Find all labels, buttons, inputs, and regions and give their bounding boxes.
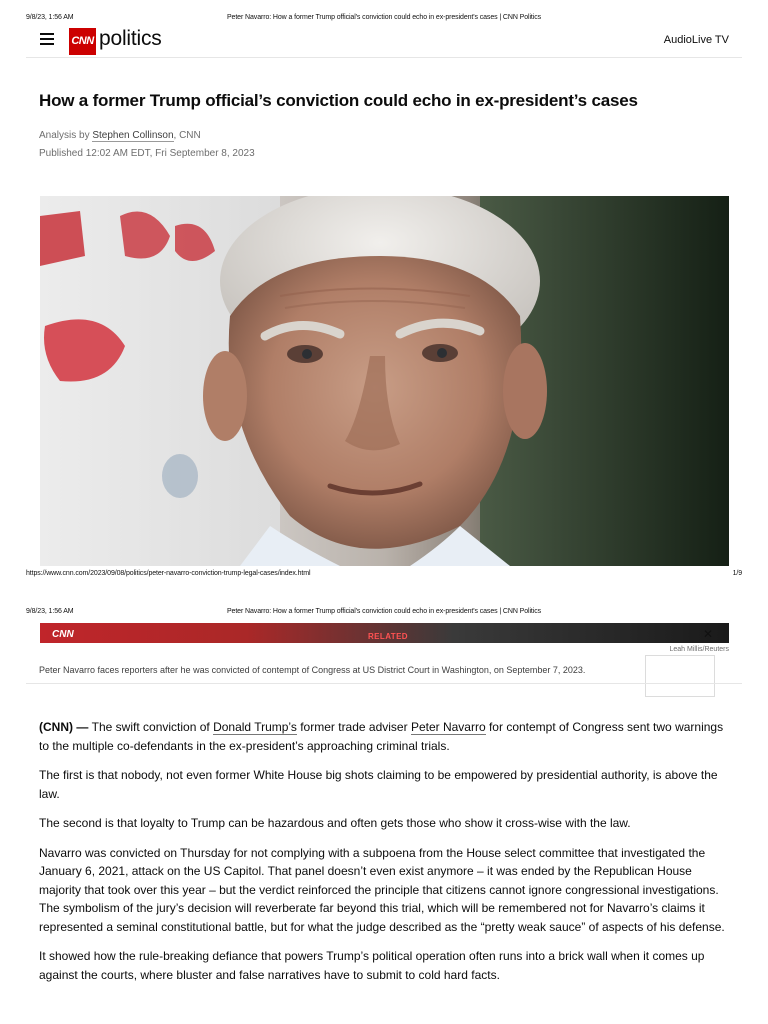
- byline: [39, 130, 201, 141]
- p1-text-c: for contempt of Congress sent two warnings to the multiple co-defendants in the ex-president’s approaching criminal trials.: [39, 720, 724, 753]
- audio-live-tv-links[interactable]: AudioLive TV: [663, 34, 729, 46]
- dateline: (CNN) —: [39, 720, 92, 734]
- article-body: [39, 718, 729, 995]
- published-timestamp: Published 12:02 AM EDT, Fri September 8, 2023: [39, 148, 255, 159]
- page-number: 1/9: [732, 570, 742, 577]
- caption-divider: [26, 683, 742, 684]
- print-title-2: Peter Navarro: How a former Trump official's conviction could echo in ex-president's cases | CNN Politics: [226, 608, 542, 615]
- page-url: https://www.cnn.com/2023/09/08/politics/peter-navarro-conviction-trump-legal-cases/index.html: [26, 570, 311, 577]
- paragraph-4: Navarro was convicted on Thursday for not complying with a subpoena from the House select committee that investigated the January 6, 2021, attack on the US Capitol. That panel doesn’t even exist anymore – it was ended by the Republican House majority that took over this year – but the verdict reinforced the principle that citizens cannot ignore congressional investigations. The symbolism of the jury’s decision will reverberate far beyond this trial, which will be remembered not for Navarro’s claims it represented a seminal constitutional battle, but for what the judge described as the “pretty weak sauce” of aspects of his defense.: [39, 845, 725, 934]
- print-date: 9/8/23, 1:56 AM: [26, 14, 74, 21]
- section-name[interactable]: politics: [99, 27, 162, 50]
- paragraph-5: It showed how the rule-breaking defiance that powers Trump’s political operation often runs into a brick wall when it comes up against the courts, where bluster and false narratives have to submit to cold hard facts.: [39, 949, 705, 982]
- close-icon[interactable]: ✕: [703, 627, 714, 641]
- image-caption: Peter Navarro faces reporters after he was convicted of contempt of Congress at US District Court in Washington, on September 7, 2023.: [39, 665, 586, 675]
- print-date-2: 9/8/23, 1:56 AM: [26, 608, 74, 615]
- donald-trump-link[interactable]: Donald Trump’s: [213, 720, 297, 734]
- p1-text-b: former trade adviser: [296, 720, 411, 734]
- article-headline: How a former Trump official’s conviction could echo in ex-president’s cases: [39, 91, 638, 110]
- ad-placeholder[interactable]: [645, 655, 715, 697]
- author-link[interactable]: Stephen Collinson: [92, 130, 174, 141]
- cnn-logo[interactable]: CNN: [69, 28, 96, 55]
- byline-suffix: , CNN: [173, 130, 201, 141]
- nav-divider: [26, 57, 742, 58]
- byline-prefix: Analysis by: [39, 130, 93, 141]
- p1-text-a: The swift conviction of: [91, 720, 214, 734]
- paragraph-1: [39, 718, 729, 755]
- paragraph-3: The second is that loyalty to Trump can be hazardous and often gets those who show it cross-wise with the law.: [39, 816, 631, 830]
- strip-cnn-logo: CNN: [52, 629, 74, 640]
- paragraph-2: The first is that nobody, not even former White House big shots claiming to be empowered by presidential authority, is above the law.: [39, 768, 718, 801]
- hero-image: [40, 196, 729, 566]
- hamburger-menu-icon[interactable]: [40, 33, 54, 45]
- print-title: Peter Navarro: How a former Trump official's conviction could echo in ex-president's cases | CNN Politics: [226, 14, 542, 21]
- image-credit: Leah Millis/Reuters: [669, 646, 729, 653]
- related-label[interactable]: RELATED: [368, 632, 408, 641]
- peter-navarro-link[interactable]: Peter Navarro: [410, 720, 486, 734]
